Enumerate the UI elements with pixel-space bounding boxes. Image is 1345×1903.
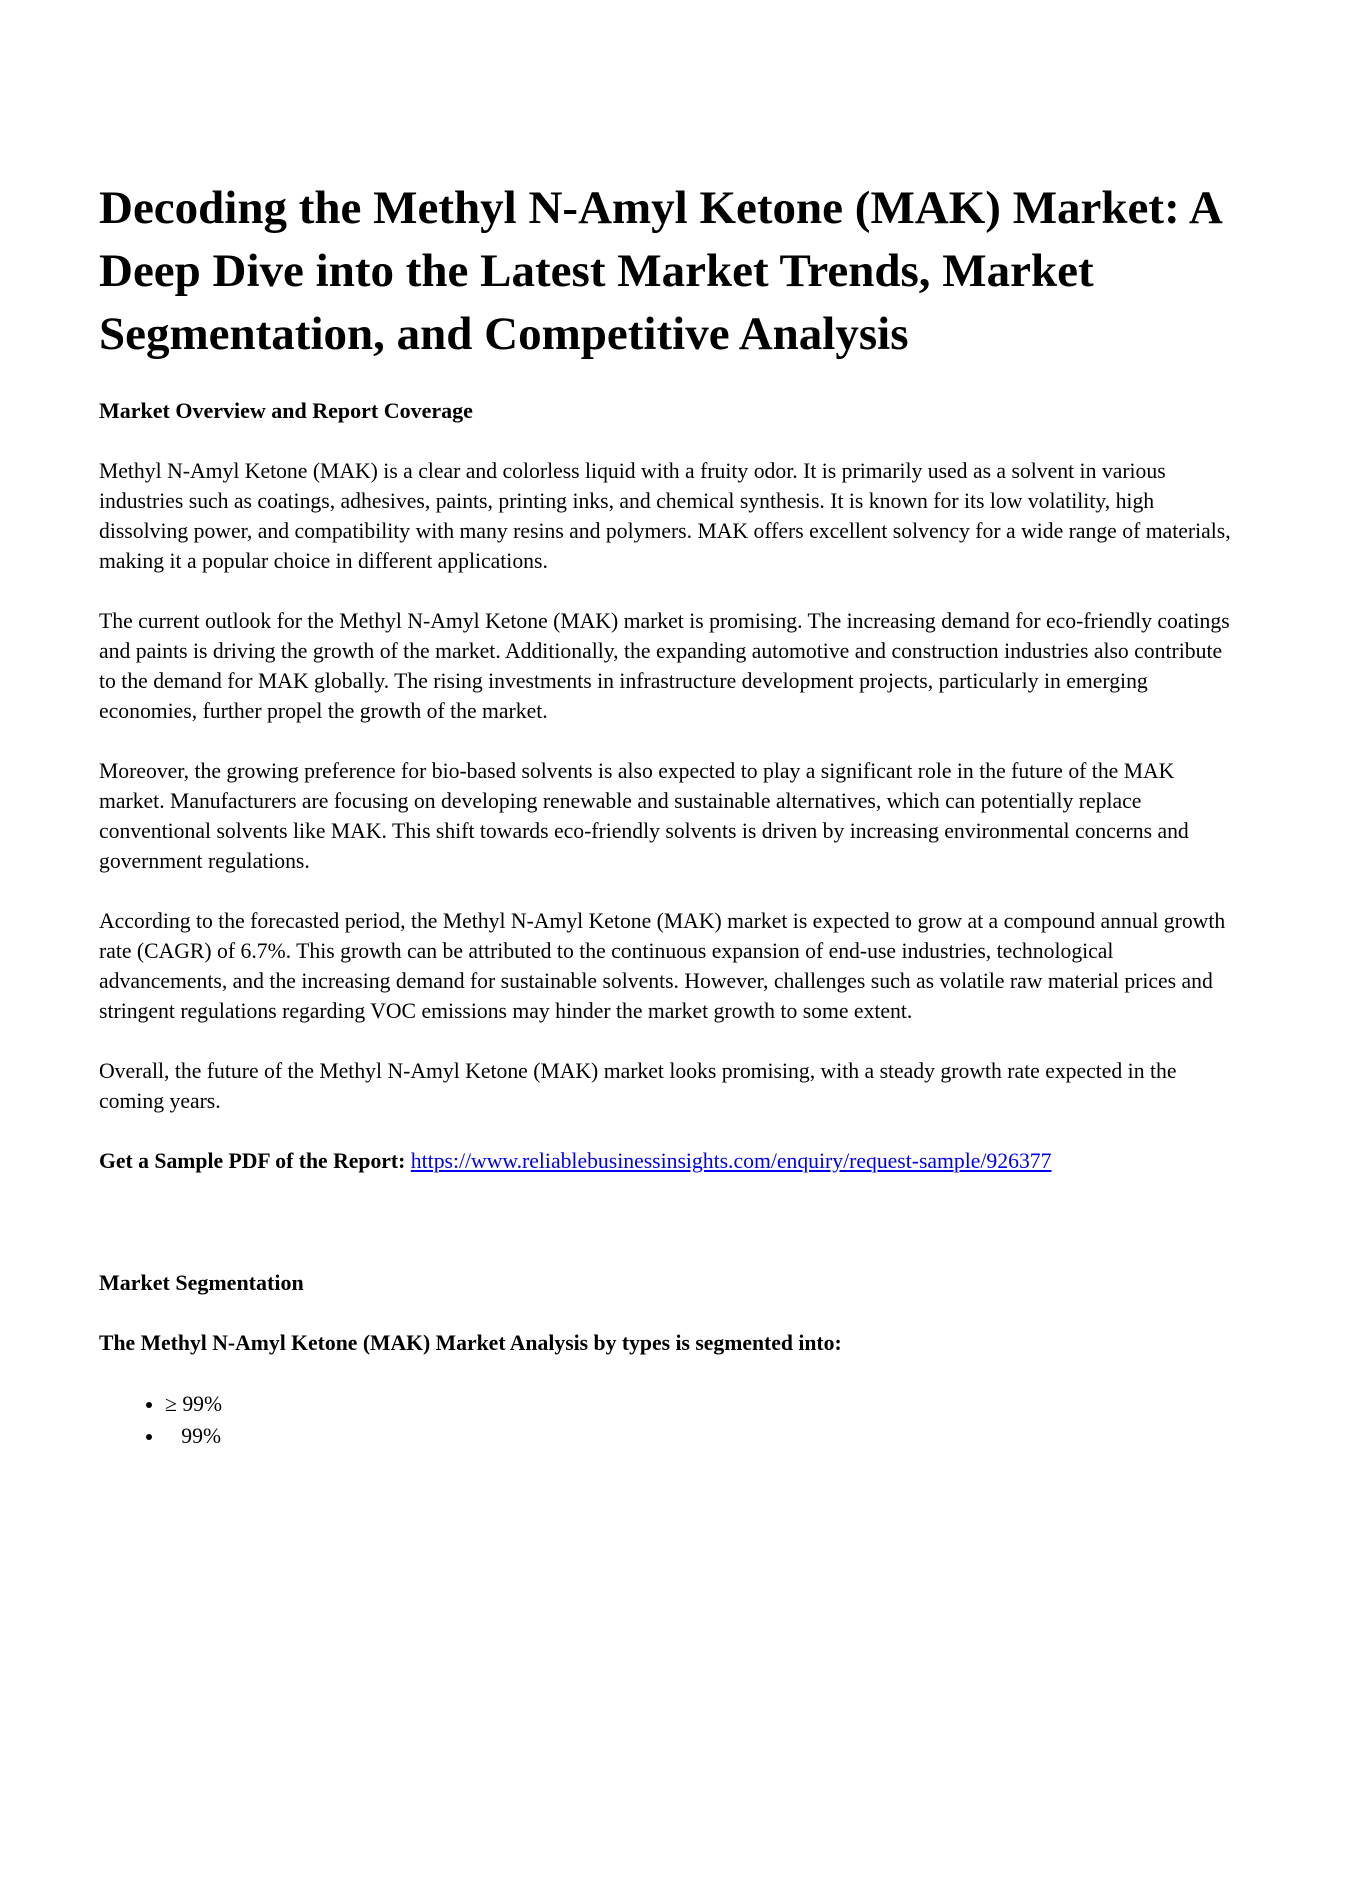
paragraph-future-outlook: Overall, the future of the Methyl N-Amyl Ketone (MAK) market looks promising, with a steady growth rate expected in the coming years. [99, 1059, 1177, 1113]
paragraph-cagr-forecast: According to the forecasted period, the Methyl N-Amyl Ketone (MAK) market is expected to grow at a compound annual growth rate (CAGR) of 6.7%. This growth can be attributed to the continuous expansion of end-use industries, technological advancements, and the increasing demand for sustainable solvents. However, challenges such as volatile raw material prices and stringent regulations regarding VOC emissions may hinder the market growth to some extent. [99, 909, 1226, 1023]
list-item-type-99: • 99% [165, 1420, 1233, 1452]
paragraph-current-outlook: The current outlook for the Methyl N-Amyl Ketone (MAK) market is promising. The increasing demand for eco-friendly coatings and paints is driving the growth of the market. Additionally, the expanding automotive and construction industries also contribute to the demand for MAK globally. The rising investments in infrastructure development projects, particularly in emerging economies, further propel the growth of the market. [99, 609, 1230, 723]
sample-report-label: Get a Sample PDF of the Report: [99, 1149, 411, 1173]
sample-report-link[interactable]: https://www.reliablebusinessinsights.com/enquiry/request-sample/926377 [410, 1149, 1052, 1173]
types-segmentation-intro: The Methyl N-Amyl Ketone (MAK) Market Analysis by types is segmented into: [99, 1331, 842, 1355]
sample-report-line [99, 1146, 1233, 1176]
paragraph-bio-based-solvents: Moreover, the growing preference for bio-based solvents is also expected to play a significant role in the future of the MAK market. Manufacturers are focusing on developing renewable and sustainable alternatives, which can potentially replace conventional solvents like MAK. This shift towards eco-friendly solvents is driven by increasing environmental concerns and government regulations. [99, 759, 1189, 873]
section-heading-market-segmentation: Market Segmentation [99, 1270, 304, 1295]
list-item-type-ge-99: • ≥ 99% [165, 1388, 1233, 1420]
section-heading-market-overview: Market Overview and Report Coverage [99, 398, 473, 423]
paragraph-mak-description: Methyl N-Amyl Ketone (MAK) is a clear and colorless liquid with a fruity odor. It is primarily used as a solvent in various industries such as coatings, adhesives, paints, printing inks, and chemical synthesis. It is known for its low volatility, high dissolving power, and compatibility with many resins and polymers. MAK offers excellent solvency for a wide range of materials, making it a popular choice in different applications. [99, 459, 1231, 573]
page-title: Decoding the Methyl N-Amyl Ketone (MAK) Market: A Deep Dive into the Latest Market Trends, Market Segmentation, and Competitive Analysis [99, 182, 1221, 360]
type-list [99, 1388, 1233, 1452]
